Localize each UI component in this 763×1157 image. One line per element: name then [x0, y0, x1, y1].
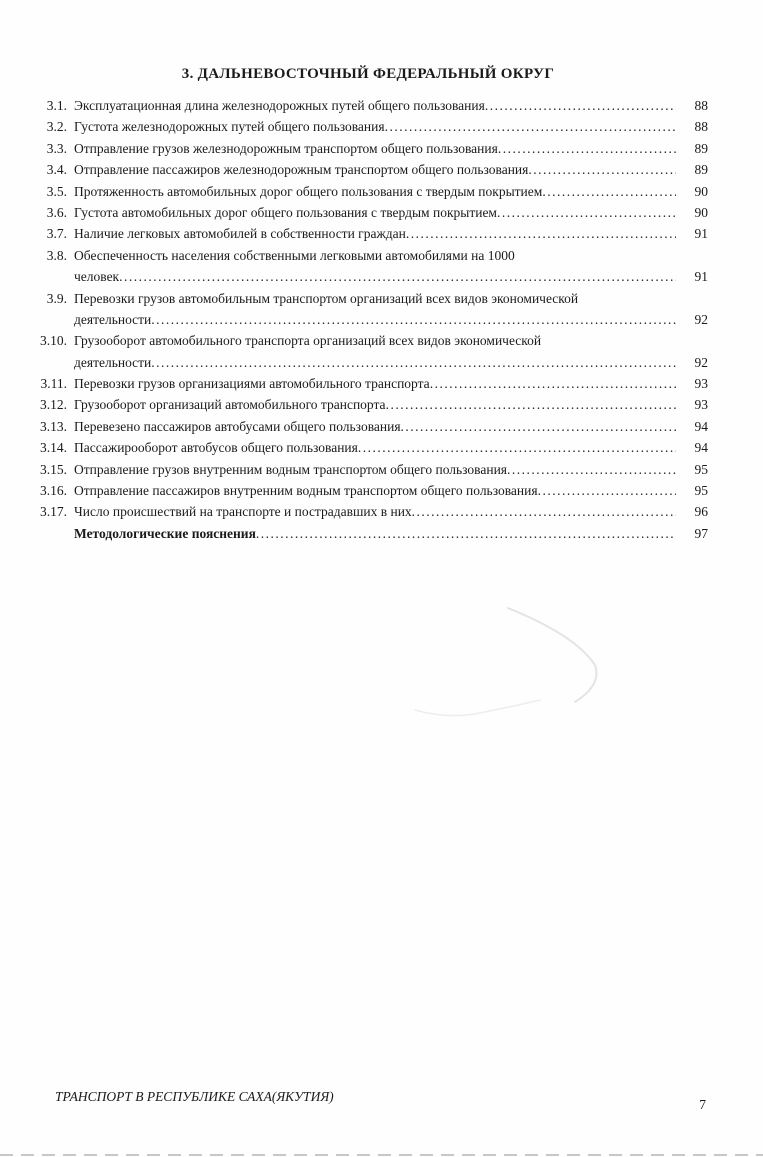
toc-entry-number: 3.17.: [40, 504, 67, 520]
toc-row: [28, 437, 708, 458]
toc-entry-page: 96: [694, 504, 708, 520]
toc-entry-page: 89: [694, 140, 708, 156]
toc-entry-text: Число происшествий на транспорте и пострадавших в них: [74, 504, 412, 520]
dot-leader: [151, 355, 676, 370]
toc-entry-number: 3.12.: [40, 397, 67, 413]
toc-list: [28, 95, 708, 544]
dot-leader: [485, 98, 676, 113]
toc-entry-number: 3.15.: [40, 461, 67, 477]
toc-entry-text: Отправление пассажиров железнодорожным транспортом общего пользования: [74, 162, 529, 178]
toc-entry-text: Перевозки грузов автомобильным транспортом организаций всех видов экономической: [74, 290, 579, 306]
toc-row: [28, 394, 708, 415]
toc-entry-number: 3.10.: [40, 333, 67, 349]
toc-entry-title: [74, 266, 676, 287]
toc-entry-title: [74, 181, 676, 202]
toc-entry-title: [74, 330, 676, 351]
dot-leader: [151, 312, 676, 327]
toc-entry-text: Отправление грузов железнодорожным транспортом общего пользования: [74, 140, 498, 156]
footer-page-number: 7: [699, 1097, 706, 1112]
toc-entry-title: [74, 394, 676, 415]
toc-entry-text: Обеспеченность населения собственными легковыми автомобилями на 1000: [74, 247, 515, 263]
dot-leader: [385, 119, 676, 134]
toc-row: [28, 480, 708, 501]
toc-entry-title: [74, 480, 676, 501]
toc-entry-number: 3.3.: [46, 140, 67, 156]
toc-row: [28, 288, 708, 309]
toc-entry-text: Отправление пассажиров внутренним водным транспортом общего пользования: [74, 483, 538, 499]
toc-entry-text: Протяженность автомобильных дорог общего пользования с твердым покрытием: [74, 183, 543, 199]
toc-entry-page: 91: [694, 269, 708, 285]
toc-row: [28, 116, 708, 137]
dot-leader: [119, 269, 676, 284]
toc-row: [28, 373, 708, 394]
toc-entry-title: [74, 288, 676, 309]
toc-row: [28, 352, 708, 373]
toc-entry-title: [74, 501, 676, 522]
footer-publication-title: ТРАНСПОРТ В РЕСПУБЛИКЕ САХА(ЯКУТИЯ): [55, 1089, 334, 1104]
toc-entry-page: 92: [694, 311, 708, 327]
toc-entry-title: [74, 437, 676, 458]
toc-entry-page: 90: [694, 183, 708, 199]
toc-row: [28, 245, 708, 266]
toc-row: [28, 138, 708, 159]
toc-entry-text: Методологические пояснения: [74, 525, 256, 541]
toc-entry-page: 88: [694, 119, 708, 135]
dot-leader: [430, 376, 676, 391]
toc-row: [28, 501, 708, 522]
toc-entry-title: [74, 416, 676, 437]
toc-entry-number: 3.14.: [40, 440, 67, 456]
dot-leader: [528, 162, 676, 177]
toc-entry-title: [74, 138, 676, 159]
toc-entry-number: 3.13.: [40, 418, 67, 434]
toc-row: [28, 159, 708, 180]
dot-leader: [538, 483, 676, 498]
toc-entry-page: 92: [694, 354, 708, 370]
toc-entry-title: [74, 245, 676, 266]
toc-row: [28, 416, 708, 437]
toc-entry-page: 97: [694, 525, 708, 541]
toc-entry-number: 3.7.: [46, 226, 67, 242]
dot-leader: [542, 184, 676, 199]
dot-leader: [256, 526, 676, 541]
toc-entry-page: 95: [694, 483, 708, 499]
toc-entry-page: 93: [694, 397, 708, 413]
toc-entry-number: 3.8.: [46, 247, 67, 263]
toc-entry-text: Наличие легковых автомобилей в собственности граждан: [74, 226, 406, 242]
toc-entry-title: [74, 459, 676, 480]
toc-row: [28, 309, 708, 330]
toc-entry-number: 3.11.: [40, 376, 67, 392]
toc-row: [28, 181, 708, 202]
dot-leader: [401, 419, 676, 434]
toc-entry-number: 3.4.: [46, 162, 67, 178]
toc-entry-number: 3.6.: [46, 204, 67, 220]
toc-entry-text: Перевезено пассажиров автобусами общего пользования: [74, 418, 401, 434]
toc-entry-page: 90: [694, 204, 708, 220]
toc-entry-text: Густота автомобильных дорог общего пользования с твердым покрытием: [74, 204, 497, 220]
toc-entry-text: деятельности: [74, 311, 152, 327]
toc-row: [28, 266, 708, 287]
section-title: 3. ДАЛЬНЕВОСТОЧНЫЙ ФЕДЕРАЛЬНЫЙ ОКРУГ: [181, 66, 555, 82]
toc-entry-text: Грузооборот организаций автомобильного транспорта: [74, 397, 386, 413]
toc-entry-number: 3.2.: [46, 119, 67, 135]
toc-entry-text: Густота железнодорожных путей общего пользования: [74, 119, 385, 135]
toc-entry-text: Перевозки грузов организациями автомобильного транспорта: [74, 376, 430, 392]
toc-entry-title: [74, 202, 676, 223]
toc-entry-text: Грузооборот автомобильного транспорта организаций всех видов экономической: [74, 333, 542, 349]
toc-entry-number: 3.16.: [40, 483, 67, 499]
toc-entry-text: человек: [74, 269, 120, 285]
toc-row: [28, 202, 708, 223]
toc-entry-title: [74, 352, 676, 373]
toc-entry-page: 95: [694, 461, 708, 477]
toc-entry-number: 3.9.: [46, 290, 67, 306]
toc-entry-page: 88: [694, 98, 708, 113]
dot-leader: [386, 397, 676, 412]
toc-entry-title: [74, 373, 676, 394]
toc-row: [28, 223, 708, 244]
toc-entry-title: [74, 223, 676, 244]
dot-leader: [507, 462, 676, 477]
toc-entry-text: Пассажирооборот автобусов общего пользования: [74, 440, 358, 456]
scan-edge-artifact: [0, 1154, 763, 1156]
toc-entry-number: 3.5.: [46, 183, 67, 199]
dot-leader: [498, 141, 676, 156]
toc-entry-title: [74, 95, 676, 116]
toc-entry-page: 94: [694, 418, 708, 434]
dot-leader: [412, 504, 676, 519]
dot-leader: [358, 440, 676, 455]
toc-entry-title: [74, 116, 676, 137]
toc-entry-page: 94: [694, 440, 708, 456]
dot-leader: [497, 205, 676, 220]
toc-entry-title: [74, 523, 676, 544]
dot-leader: [406, 226, 676, 241]
toc-content: [28, 66, 708, 544]
toc-row: [28, 330, 708, 351]
toc-row: [28, 95, 708, 116]
toc-entry-title: [74, 159, 676, 180]
toc-entry-number: 3.1.: [46, 98, 67, 113]
toc-row: [28, 459, 708, 480]
toc-entry-text: деятельности: [74, 354, 152, 370]
toc-row: [28, 523, 708, 544]
toc-entry-page: 91: [694, 226, 708, 242]
toc-entry-page: 93: [694, 376, 708, 392]
toc-entry-text: Эксплуатационная длина железнодорожных путей общего пользования: [74, 98, 485, 113]
scan-crease-artifact: [390, 580, 670, 760]
toc-entry-page: 89: [694, 162, 708, 178]
toc-entry-title: [74, 309, 676, 330]
toc-entry-text: Отправление грузов внутренним водным транспортом общего пользования: [74, 461, 508, 477]
